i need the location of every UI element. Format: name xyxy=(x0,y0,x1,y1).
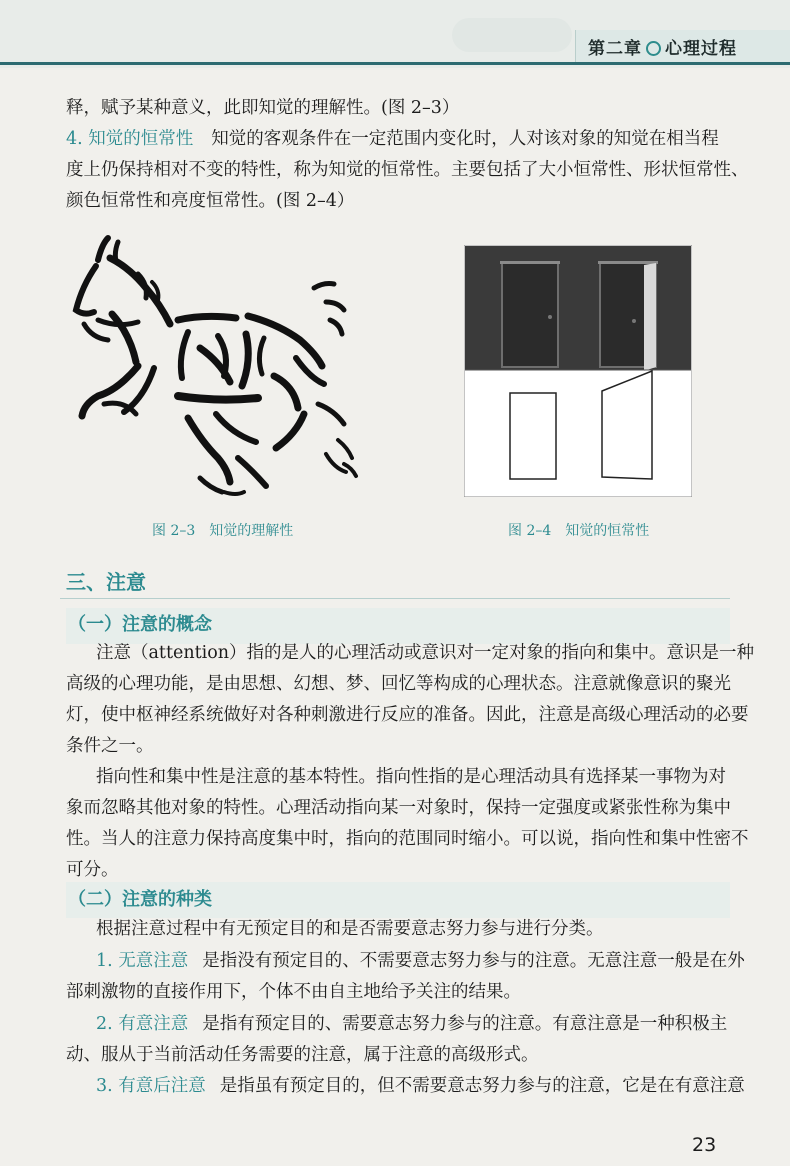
header-divider xyxy=(0,62,790,65)
chapter-number: 第二章 xyxy=(588,39,642,59)
section-heading: 三、注意 xyxy=(66,570,146,594)
text-line: 部刺激物的直接作用下，个体不由自主地给予关注的结果。 xyxy=(66,982,521,1002)
term-label: 2. 有意注意 xyxy=(96,1014,189,1034)
door-constancy-figure xyxy=(464,245,692,497)
text-line: 动、服从于当前活动任务需要的注意，属于注意的高级形式。 xyxy=(66,1045,539,1065)
subsection-heading: （二）注意的种类 xyxy=(68,889,212,910)
figure-caption: 图 2–3 知觉的理解性 xyxy=(152,523,294,539)
page-number: 23 xyxy=(692,1134,717,1156)
circle-bullet-icon xyxy=(646,41,661,56)
section-divider xyxy=(60,598,730,599)
text-line: 象而忽略其他对象的特性。心理活动指向某一对象时，保持一定强度或紧张性称为集中 xyxy=(66,798,731,818)
text-line: 根据注意过程中有无预定目的和是否需要意志努力参与进行分类。 xyxy=(96,919,604,939)
text-line: 颜色恒常性和亮度恒常性。(图 2–4） xyxy=(66,191,355,211)
text-span: 是指有预定目的、需要意志努力参与的注意。有意注意是一种积极主 xyxy=(202,1014,728,1034)
text-line: 性。当人的注意力保持高度集中时，指向的范围同时缩小。可以说，指向性和集中性密不 xyxy=(66,829,749,849)
text-span: 知觉的客观条件在一定范围内变化时，人对该对象的知觉在相当程 xyxy=(211,129,719,149)
text-line: 条件之一。 xyxy=(66,736,154,756)
term-label: 4. 知觉的恒常性 xyxy=(66,129,194,149)
text-line: 注意（attention）指的是人的心理活动或意识对一定对象的指向和集中。意识是一种 xyxy=(96,643,755,663)
text-line xyxy=(96,1009,727,1039)
text-line: 指向性和集中性是注意的基本特性。指向性指的是心理活动具有选择某一事物为对 xyxy=(96,767,726,787)
subsection-heading: （一）注意的概念 xyxy=(68,614,212,635)
term-label: 1. 无意注意 xyxy=(96,951,189,971)
text-line: 释，赋予某种意义，此即知觉的理解性。(图 2–3） xyxy=(66,98,460,118)
text-line xyxy=(96,946,745,976)
term-label: 3. 有意后注意 xyxy=(96,1076,206,1096)
text-line xyxy=(96,1071,745,1101)
horse-sketch-figure xyxy=(68,228,368,518)
text-line: 度上仍保持相对不变的特性，称为知觉的恒常性。主要包括了大小恒常性、形状恒常性、 xyxy=(66,160,749,180)
text-line: 灯，使中枢神经系统做好对各种刺激进行反应的准备。因此，注意是高级心理活动的必要 xyxy=(66,705,749,725)
chapter-name: 心理过程 xyxy=(665,39,737,59)
text-line: 可分。 xyxy=(66,860,119,880)
chapter-heading xyxy=(588,34,737,59)
text-line xyxy=(66,124,719,154)
header-ornament xyxy=(452,18,572,52)
figure-caption: 图 2–4 知觉的恒常性 xyxy=(508,523,650,539)
text-span: 是指没有预定目的、不需要意志努力参与的注意。无意注意一般是在外 xyxy=(202,951,745,971)
text-line: 高级的心理功能，是由思想、幻想、梦、回忆等构成的心理状态。注意就像意识的聚光 xyxy=(66,674,731,694)
text-span: 是指虽有预定目的，但不需要意志努力参与的注意，它是在有意注意 xyxy=(219,1076,745,1096)
